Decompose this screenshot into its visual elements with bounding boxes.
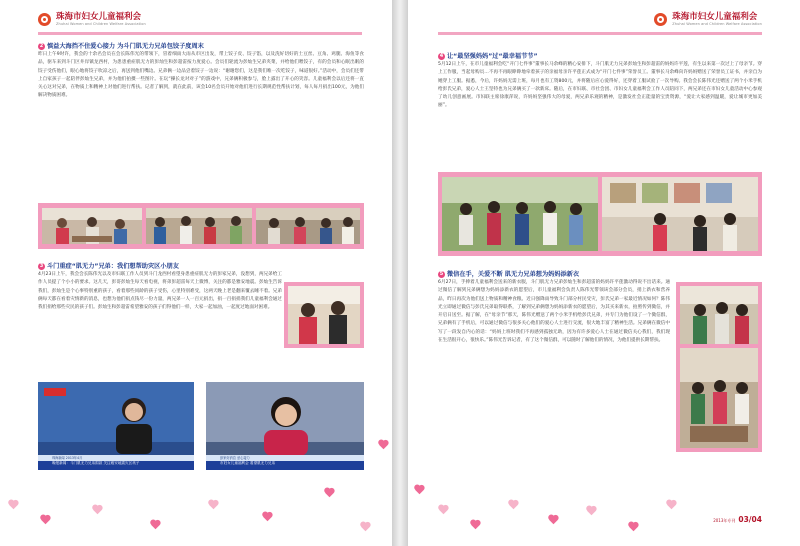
photo-frame-vertical <box>676 282 762 452</box>
page-numbers: 03/04 <box>738 515 762 524</box>
spine-gutter <box>392 0 408 546</box>
heart-decoration-icon <box>414 485 424 494</box>
heart-decoration-icon <box>92 505 102 514</box>
section-3 <box>38 262 282 363</box>
org-name-en: Zhuhai Women and Children Welfare Association <box>56 22 146 26</box>
photo-children-eating <box>42 208 142 244</box>
photo-new-clothes-gift <box>680 286 758 344</box>
heart-decoration-icon <box>628 522 638 531</box>
org-name-cn: 珠海市妇女儿童福利会 <box>56 12 142 22</box>
photo-frame-visit <box>284 282 364 348</box>
section-5-body: 6月27日，手捧着儿童福利会送来的新衣服，斗门肌无力兄弟彭灿生和彭超雷的妈妈许平莲激动得说不出话来。通过微信了解到兄弟俩想为妈妈添新衣的愿望后，市儿童福利会负责人陈伟光带领该会部分会员，捎上新衣和营养品，昨日再次为他们送上物质和精神食粮。近日强降雨导致斗门部分村民受灾，彭氏兄弟一家最近情况如何？陈伟光立即通过微信与彭氏兄弟取得联系，了解到兄弟俩想为妈妈添新衣的愿望后，为其买来新衣，拍照传到微信，并开启日送至。据了解，在“母亲节”那天，陈伟光赠送了两个小米手机给彭氏兄弟，并专门为他们设了一个微信群，兄弟俩有了手机后，可以通过微信与很多关心他们的爱心人士进行交流，很大地丰富了精神生活。兄弟俩在微信中写了一段发自内心的话：“妈妈上班时我们不再感到孤独无助，因为有许多爱心人士在通过微信关心我们，我们现在生活很开心，很快乐。”陈伟光告诉记者，有了这个微信群，可以随时了解他们的情况，为他们提供长期帮扶。 <box>438 280 670 344</box>
section-3-title: 斗门重症“肌无力”兄弟：我们想帮助灾区小朋友 <box>47 263 179 270</box>
tv-screenshot-2 <box>206 382 364 470</box>
issue-label: 2013年专刊 <box>713 518 736 523</box>
section-5 <box>438 270 670 467</box>
section-number-badge: 4 <box>439 53 444 59</box>
tv-2-subticker: 彭家好消息 爱心接力 <box>206 455 364 461</box>
left-page <box>0 0 392 546</box>
page-header-left <box>38 12 146 27</box>
header-rule <box>438 32 762 35</box>
page-footer <box>713 515 762 524</box>
section-4 <box>438 52 762 169</box>
photo-strip-1 <box>38 203 364 249</box>
tv-screenshot-1 <box>38 382 194 470</box>
heart-decoration-icon <box>586 506 596 515</box>
tv-1-subticker: 珠海新闻 2013年4月 <box>38 455 194 461</box>
heart-decoration-icon <box>378 440 388 449</box>
tv-2-ticker: 市妇女儿童福利会 看望肌无力兄弟 <box>206 461 364 470</box>
heart-decoration-icon <box>360 522 370 531</box>
photo-art-exhibit <box>602 177 758 251</box>
section-number-badge: 5 <box>439 271 444 277</box>
heart-decoration-icon <box>470 520 480 529</box>
section-number-badge: 3 <box>39 263 44 269</box>
heart-decoration-icon <box>508 500 518 509</box>
section-4-body: 5月12日上午，在市儿童福利会吃“开门七件事”董事长马余峰的精心安排下，斗门肌无力兄弟彭灿生和彭超雷的妈妈许平莲，有生以来第一次过上了母亲节。穿上工作服，当起母购员…不再不再眼睁睁地牵着孩子的亲福母亲许平莲正式成为“开门七件事”荣誉员工。董事长马余峰向许妈妈赠送了荣誉员工证书，并亲自为她穿上工服。据悉，今后，许妈妈无需上班，每月也有工资800元，并将随后应心爱得好，还穿着工服试验了一次导购。我会会长陈伟光还赠送了两个小米手机给彭氏兄弟，爱心人士王坚特也为兄弟俩买了一款新床。随后，在市妇联、市社会团、市妇女儿童福利会工作人员陪同下，两兄弟还在市妇女儿童活动中心参观了幼儿创意画展。市妇联主席徐康萍说，许妈妈坚强伟大的母爱，两兄弟乐观的精神，是激发社会正能量的宝贵资源，“爱让大家感到温暖，爱让城市更加美丽”。 <box>438 62 762 109</box>
page-header-right <box>654 12 762 27</box>
photo-mothers-day-group <box>442 177 598 251</box>
org-name-en: Zhuhai Women and Children Welfare Association <box>672 22 762 26</box>
section-2-body: 昨日上午9时许，我会的十余名会员在会长陈伟光的带领下，冒着细雨大雨从市区出发，带上饺子皮、饺子馅，以及洗好切好的土豆丝、豆角、鸡腿、海鱼等食品，驱车来到斗门区井岸镇龙西村，为患患重症肌无力的彭灿生和彭超雷按力度爱心。会员们轮流为彭灿生兄弟夹菜，并给他们喂饺子，有的会员和心眠出眠的饺子受伤他们，眼心地将饺子吹凉之后，再送到他们嘴边。兄弟俩一边品尝着饺子一边说：“谢谢您们，这是我们唯一次吃饺子，味道很好。”活动中，会员们还带上自家孩子一起陪伴彭灿生兄弟，并为他们拍摄一些图片。在玩“操长龙对对子”的游戏中，兄弟俩积极参与，脸上露出了开心的笑容。儿童福利会以后还将一直关心这对兄弟，在物质上和精神上对他们进行帮扶。记者了解到，就在此前，该会10名会员开始对他们进行长期规范性帮扶计划，每人每月捐出100元，为他们解决物质困难。 <box>38 52 364 99</box>
section-5-heading <box>438 270 670 279</box>
heart-decoration-icon <box>324 488 334 497</box>
section-4-title: 让“最坚强妈妈”过“最幸福节节” <box>447 53 538 60</box>
association-logo-icon <box>38 13 51 26</box>
heart-decoration-icon <box>40 515 50 524</box>
heart-decoration-icon <box>8 500 18 509</box>
heart-decoration-icon <box>150 520 160 529</box>
section-5-title: 微信在手，关爱不断 肌无力兄弟想为妈妈添新衣 <box>447 271 580 278</box>
photo-volunteers-family <box>680 348 758 448</box>
right-page <box>408 0 800 546</box>
section-4-heading <box>438 52 762 61</box>
org-name-cn: 珠海市妇女儿童福利会 <box>672 12 758 22</box>
section-2-heading <box>38 42 364 51</box>
heart-decoration-icon <box>262 512 272 521</box>
photo-brothers-visit <box>288 286 360 344</box>
heart-decoration-icon <box>666 500 676 509</box>
photo-group-home <box>256 208 360 244</box>
section-3-body: 4月23日上午，我会会长陈伟光以及市妇联工作人员到斗门龙西村看望身患重症肌无力的彭家兄弟，没想到，两兄弟给工作人员提了个小小的要求。这几天，彭哥彭灿生每天看电视，将弟彭超雷每天上微博，关注的都是雅安地震。彭灿生告诉我们，彭灿生是个心事特别重的孩子，看着那些同龄的孩子受伤，心里特别难受，这两天晚上老是翻来覆去睡不着。兄弟俩每天都在看着灾情新的消息，也想为他们捐点钱尽一份力量，两兄弟一人一百元捐出，捐一百捐捐我们儿童福利会通过我们捐给那些灾民的孩子们。彭灿生和彭超雷希望雅安的孩子们得他们一样，大家一起加油，一起度过地面对困难。 <box>38 272 282 311</box>
heart-decoration-icon <box>548 515 558 524</box>
photo-strip-2 <box>438 172 762 256</box>
section-2 <box>38 42 364 167</box>
tv-1-ticker: 晚报新闻：斗门肌无力兄弟捐款 关注雅安地震灾区孩子 <box>38 461 194 470</box>
association-logo-icon <box>654 13 667 26</box>
section-2-title: 慎益大海挡不住爱心接力 为斗门肌无力兄弟包饺子度周末 <box>47 43 204 50</box>
heart-decoration-icon <box>438 505 448 514</box>
section-number-badge: 2 <box>39 43 44 49</box>
section-3-heading <box>38 262 282 271</box>
photo-volunteers-dumplings <box>146 208 252 244</box>
heart-decoration-icon <box>208 500 218 509</box>
header-rule <box>38 32 362 35</box>
